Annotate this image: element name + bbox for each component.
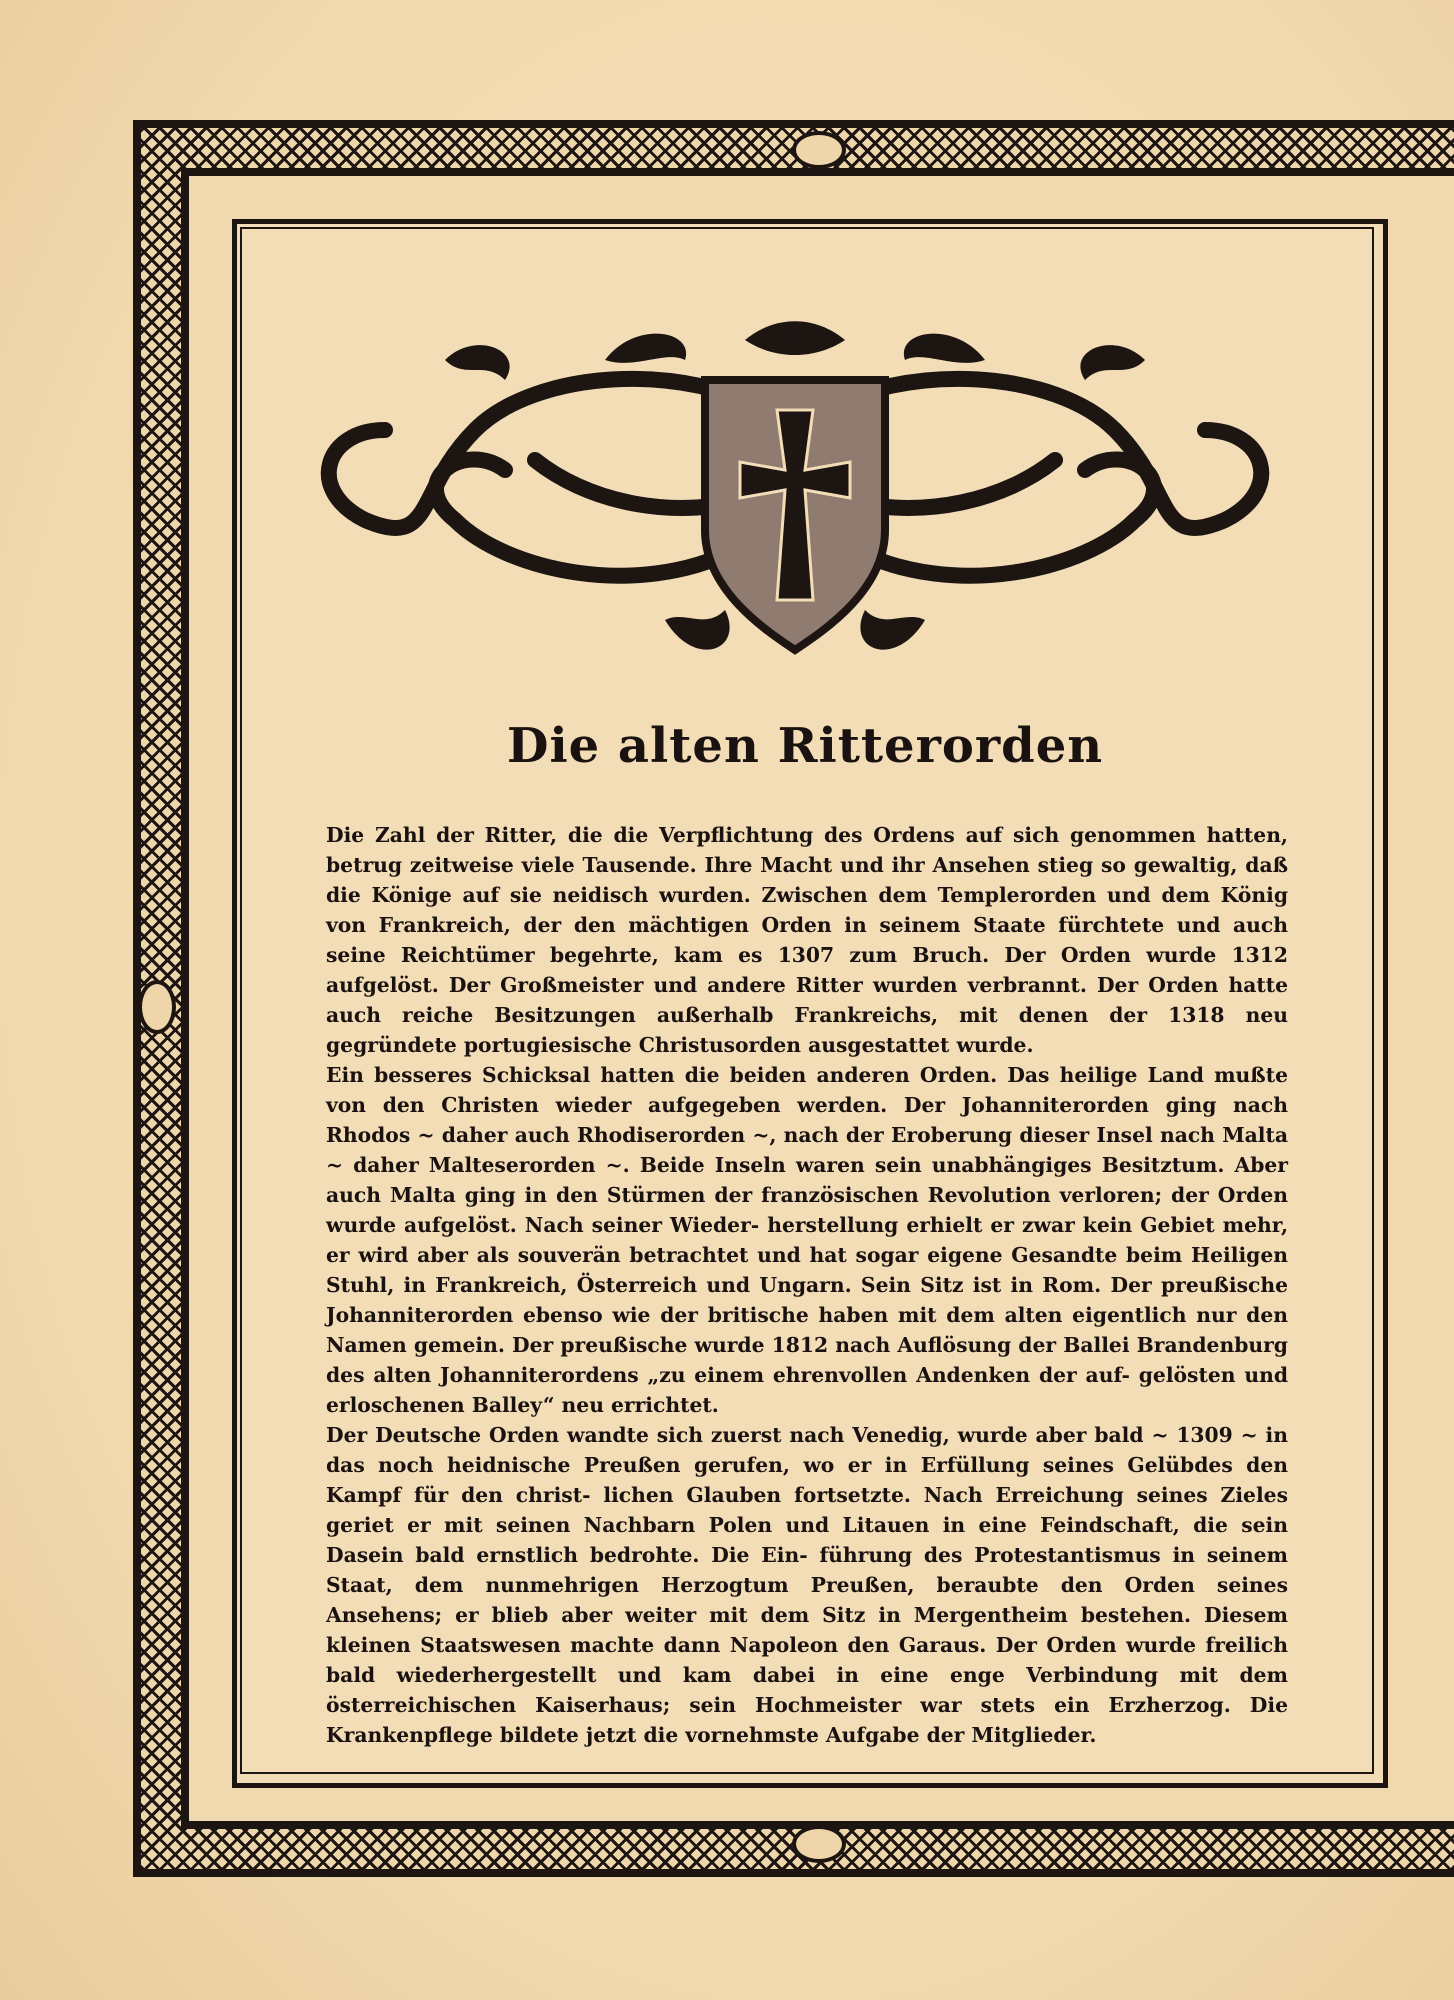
text-line: herstellung erhielt er zwar kein Gebiet mehr, er wird aber als souverän betrachtet und hat (326, 1213, 1289, 1267)
paragraph-deutscher-orden (326, 1420, 1288, 1750)
text-line: bestehen. Diesem kleinen Staatswesen machte dann Napoleon den Garaus. Der Orden (326, 1603, 1288, 1657)
text-line: es 1307 zum Bruch. Der Orden wurde 1312 aufgelöst. Der Großmeister und andere Ritter (326, 943, 1288, 997)
text-line: österreichischen Kaiserhaus; sein Hochmeister war stets ein Erzherzog. Die Krankenpflege (326, 1693, 1288, 1747)
text-line: wurde freilich bald wiederhergestellt und kam dabei in eine enge Verbindung mit dem (326, 1633, 1289, 1687)
text-line: wurden verbrannt. Der Orden hatte auch reiche Besitzungen außerhalb Frankreichs, mit (326, 973, 1288, 1027)
text-line: sogar eigene Gesandte beim Heiligen Stuhl, in Frankreich, Österreich und Ungarn. Sein (326, 1243, 1288, 1297)
body-text (326, 820, 1288, 1750)
text-line: Sitz ist in Rom. Der preußische Johanniterorden ebenso wie der britische haben mit dem (326, 1273, 1288, 1327)
border-medallion-bottom (792, 1825, 846, 1863)
text-line: Christen wieder aufgegeben werden. Der Johanniterorden ging nach Rhodos ~ daher auch (326, 1093, 1289, 1147)
paragraph-johanniter (326, 1060, 1288, 1420)
text-line: Ein besseres Schicksal hatten die beiden anderen Orden. Das heilige Land mußte von den (326, 1063, 1288, 1117)
text-line: Beide Inseln waren sein unabhängiges Besitztum. Aber auch Malta ging in den Stürmen (326, 1153, 1288, 1207)
text-line: lichen Glauben fortsetzte. Nach Erreichung seines Zieles geriet er mit seinen Nachbarn (326, 1483, 1288, 1537)
text-line: denen der 1318 neu gegründete portugiesische Christusorden ausgestattet wurde. (326, 1003, 1288, 1057)
ornament-mark: c (788, 330, 796, 346)
text-line: der französischen Revolution verloren; der Orden wurde aufgelöst. Nach seiner Wieder- (326, 1183, 1288, 1237)
text-line: zeitweise viele Tausende. Ihre Macht und ihr Ansehen stieg so gewaltig, daß die Könige (326, 853, 1289, 907)
text-line: gelösten und erloschenen Balley“ neu errichtet. (326, 1363, 1289, 1417)
text-line: Ballei Brandenburg des alten Johanniterordens „zu einem ehrenvollen Andenken der auf- (326, 1333, 1288, 1387)
text-line: alten eigentlich nur den Namen gemein. Der preußische wurde 1812 nach Auflösung der (326, 1303, 1288, 1357)
text-line: Der Deutsche Orden wandte sich zuerst nach Venedig, wurde aber bald ~ 1309 ~ in das noch (326, 1423, 1288, 1477)
border-medallion-top (792, 131, 846, 169)
text-line: Polen und Litauen in eine Feindschaft, die sein Dasein bald ernstlich bedrohte. Die Ein- (326, 1513, 1289, 1567)
text-line: bildete jetzt die vornehmste Aufgabe der Mitglieder. (499, 1723, 1097, 1747)
shield-ornament-icon (305, 320, 1285, 680)
text-line: Rhodiserorden ~, nach der Eroberung dieser Insel nach Malta ~ daher Malteserorden ~. (326, 1123, 1289, 1177)
text-line: auf sie neidisch wurden. Zwischen dem Templerorden und dem König von Frankreich, der (326, 883, 1289, 937)
paragraph-templars (326, 820, 1288, 1060)
text-line: heidnische Preußen gerufen, wo er in Erfüllung seines Gelübdes den Kampf für den christ- (326, 1453, 1289, 1507)
border-medallion-left (138, 980, 176, 1034)
page-title: Die alten Ritterorden (506, 718, 1104, 774)
text-line: den mächtigen Orden in seinem Staate fürchtete und auch seine Reichtümer begehrte, kam (326, 913, 1288, 967)
text-line: führung des Protestantismus in seinem Staat, dem nunmehrigen Herzogtum Preußen, (326, 1543, 1288, 1597)
text-line: Die Zahl der Ritter, die die Verpflichtung des Ordens auf sich genommen hatten, betrug (326, 823, 1288, 877)
text-line: beraubte den Orden seines Ansehens; er blieb aber weiter mit dem Sitz in Mergentheim (326, 1573, 1288, 1627)
